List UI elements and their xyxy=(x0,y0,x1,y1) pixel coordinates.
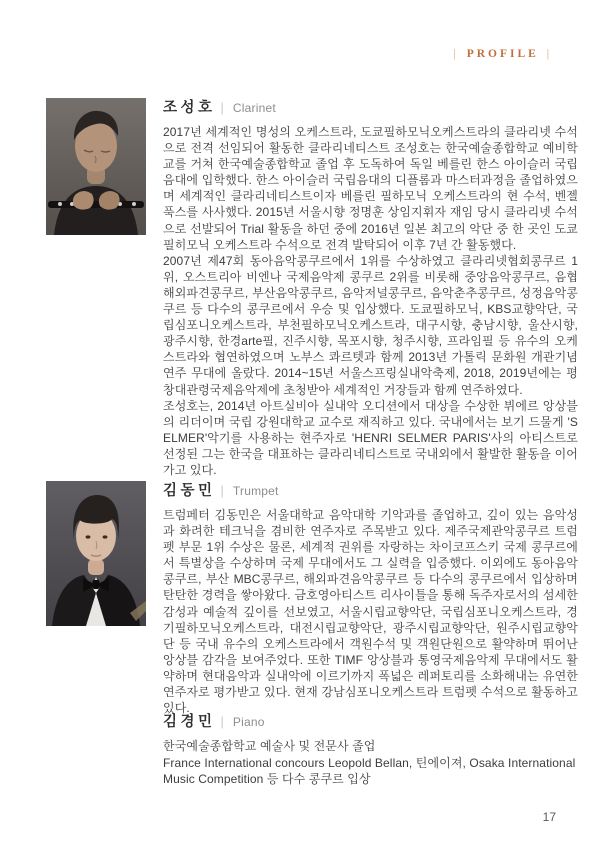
profile-section-trumpet xyxy=(163,479,578,716)
musician-name: 김동민 xyxy=(163,483,216,499)
profile-section-piano xyxy=(163,710,578,788)
trumpeter-portrait-graphic xyxy=(46,481,146,626)
photo-clarinetist xyxy=(46,98,146,235)
bio-paragraph: 조성호는, 2014년 아트실비아 실내악 오디션에서 대상을 수상한 뷔에르 앙상블의 리더이며 국립 강원대학교 교수로 재직하고 있다. 국내에서는 보기 드물게 'SELMER'악기를 사용하는 현주자로 'HENRI SELMER PARIS'사의 아티스트로 선정된 그는 한국을 대표하는 클라리네티스트로 국내외에서 활발한 활동을 이어가고 있다. xyxy=(163,398,578,477)
musician-name: 김경민 xyxy=(163,714,216,730)
name-instrument-divider: | xyxy=(220,483,224,498)
page-number: 17 xyxy=(542,810,556,824)
instrument-label: Trumpet xyxy=(232,484,279,498)
clarinetist-portrait-graphic xyxy=(46,98,146,235)
page-header xyxy=(452,48,555,60)
name-instrument-divider: | xyxy=(220,100,224,115)
musician-name-row xyxy=(163,479,578,500)
bio-paragraph: 2017년 세계적인 명성의 오케스트라, 도쿄필하모닉오케스트라의 클라리넷 수석으로 전격 선임되어 활동한 클라리네티스트 조성호는 한국예술종합학교 예비학교를 거쳐 한국예술종합학교 졸업 후 도독하여 독일 베를린 한스 아이슬러 국립음대에 입학했다. 한스 아이슬러 국립음대의 디플롬과 마스터과정을 졸업하였으며 세계적인 클라리네티스트이자 베를린 필하모닉 오케스트라의 현 수석, 벤젤 푹스를 사사했다. 2015년 서울시향 정명훈 상임지휘자 재임 당시 클라리넷 수석으로 선발되어 Trial 활동을 하던 중에 2016년 일본 최고의 악단 중 한 곳인 도쿄필히모닉 오케스트라 수석으로 전격 발탁되어 이후 7년 간 활동했다. xyxy=(163,125,578,252)
header-title: PROFILE xyxy=(466,48,539,60)
instrument-label: Clarinet xyxy=(232,101,276,115)
profile-section-clarinet xyxy=(163,96,578,478)
bio-line: 한국예술종합학교 예술사 및 전문사 졸업 xyxy=(163,739,376,753)
photo-trumpeter xyxy=(46,481,146,626)
musician-name: 조성호 xyxy=(163,100,216,116)
bio-line: France International concours Leopold Bellan, 틴에이져, Osaka International Music Competition 등 다수 콩쿠르 입상 xyxy=(163,755,576,786)
header-right-bar: | xyxy=(546,48,552,60)
musician-name-row xyxy=(163,96,578,117)
bio-paragraph: 트럼페터 김동민은 서울대학교 음악대학 기악과를 졸업하고, 깊이 있는 음악성과 화려한 테크닉을 겸비한 연주자로 주목받고 있다. 제주국제관악콩쿠르 트럼펫 부문 1위 수상은 물론, 세계적 권위를 자랑하는 차이코프스키 국제 콩쿠르에서 특별상을 수상하며 국제 무대에서도 그 실력을 입증했다. 이외에도 동아음악콩쿠르, 부산 MBC콩쿠르, 해외파견음악콩쿠르 등 다수의 콩쿠르에서 입상하며 탄탄한 경력을 쌓아왔다. 금호영아티스트 리사이틀을 통해 독주자로서의 섬세한 감성과 예술적 깊이를 선보였고, 서울시립교향악단, 국립심포니오케스트라, 경기필하모닉오케스트라, 대전시립교향악단, 광주시립교향악단, 원주시립교향악단 등 국내 유수의 오케스트라에서 객원수석 및 객원단원으로 활약하며 뛰어난 앙상블 감각을 보여주었다. 또한 TIMF 앙상블과 통영국제음악제 무대에서도 활약하며 현대음악과 실내악에 이르기까지 폭넓은 레퍼토리를 소화해내는 유연한 연주자로 평가받고 있다. 현재 강남심포니오케스트라 트럼펫 수석으로 활동하고 있다. xyxy=(163,508,578,716)
name-instrument-divider: | xyxy=(220,714,224,729)
header-left-bar: | xyxy=(453,48,459,60)
musician-name-row xyxy=(163,710,578,731)
bio-paragraph: 2007년 제47회 동아음악콩쿠르에서 1위를 수상하였고 클라리넷협회콩쿠르 1위, 오스트리아 비엔나 국제음악제 콩쿠르 2위를 비롯해 중앙음악콩쿠르, 음협해외파견콩쿠르, 부산음악콩쿠르, 음악저널콩쿠르, 음악춘추콩쿠르, 성정음악콩쿠르 등 다수의 콩쿠르에서 우승 및 입상했다. 도쿄필하모닉, KBS교향악단, 국립심포니오케스트라, 부천필하모닉오케스트라, 대구시향, 충남시향, 울산시향, 광주시향, 한경arte필, 진주시향, 목포시향, 청주시향, 프라임필 등 유수의 오케스트라와 협연하였으며 노부스 콰르텟과 함께 2013년 가톨릭 문화원 개관기념연주 무대에 올랐다. 2014~15년 서울스프링실내악축제, 2018, 2019년에는 평창대관령국제음악제에 초청받아 세계적인 거장들과 함께 연주하였다. xyxy=(163,253,578,397)
instrument-label: Piano xyxy=(232,715,265,729)
